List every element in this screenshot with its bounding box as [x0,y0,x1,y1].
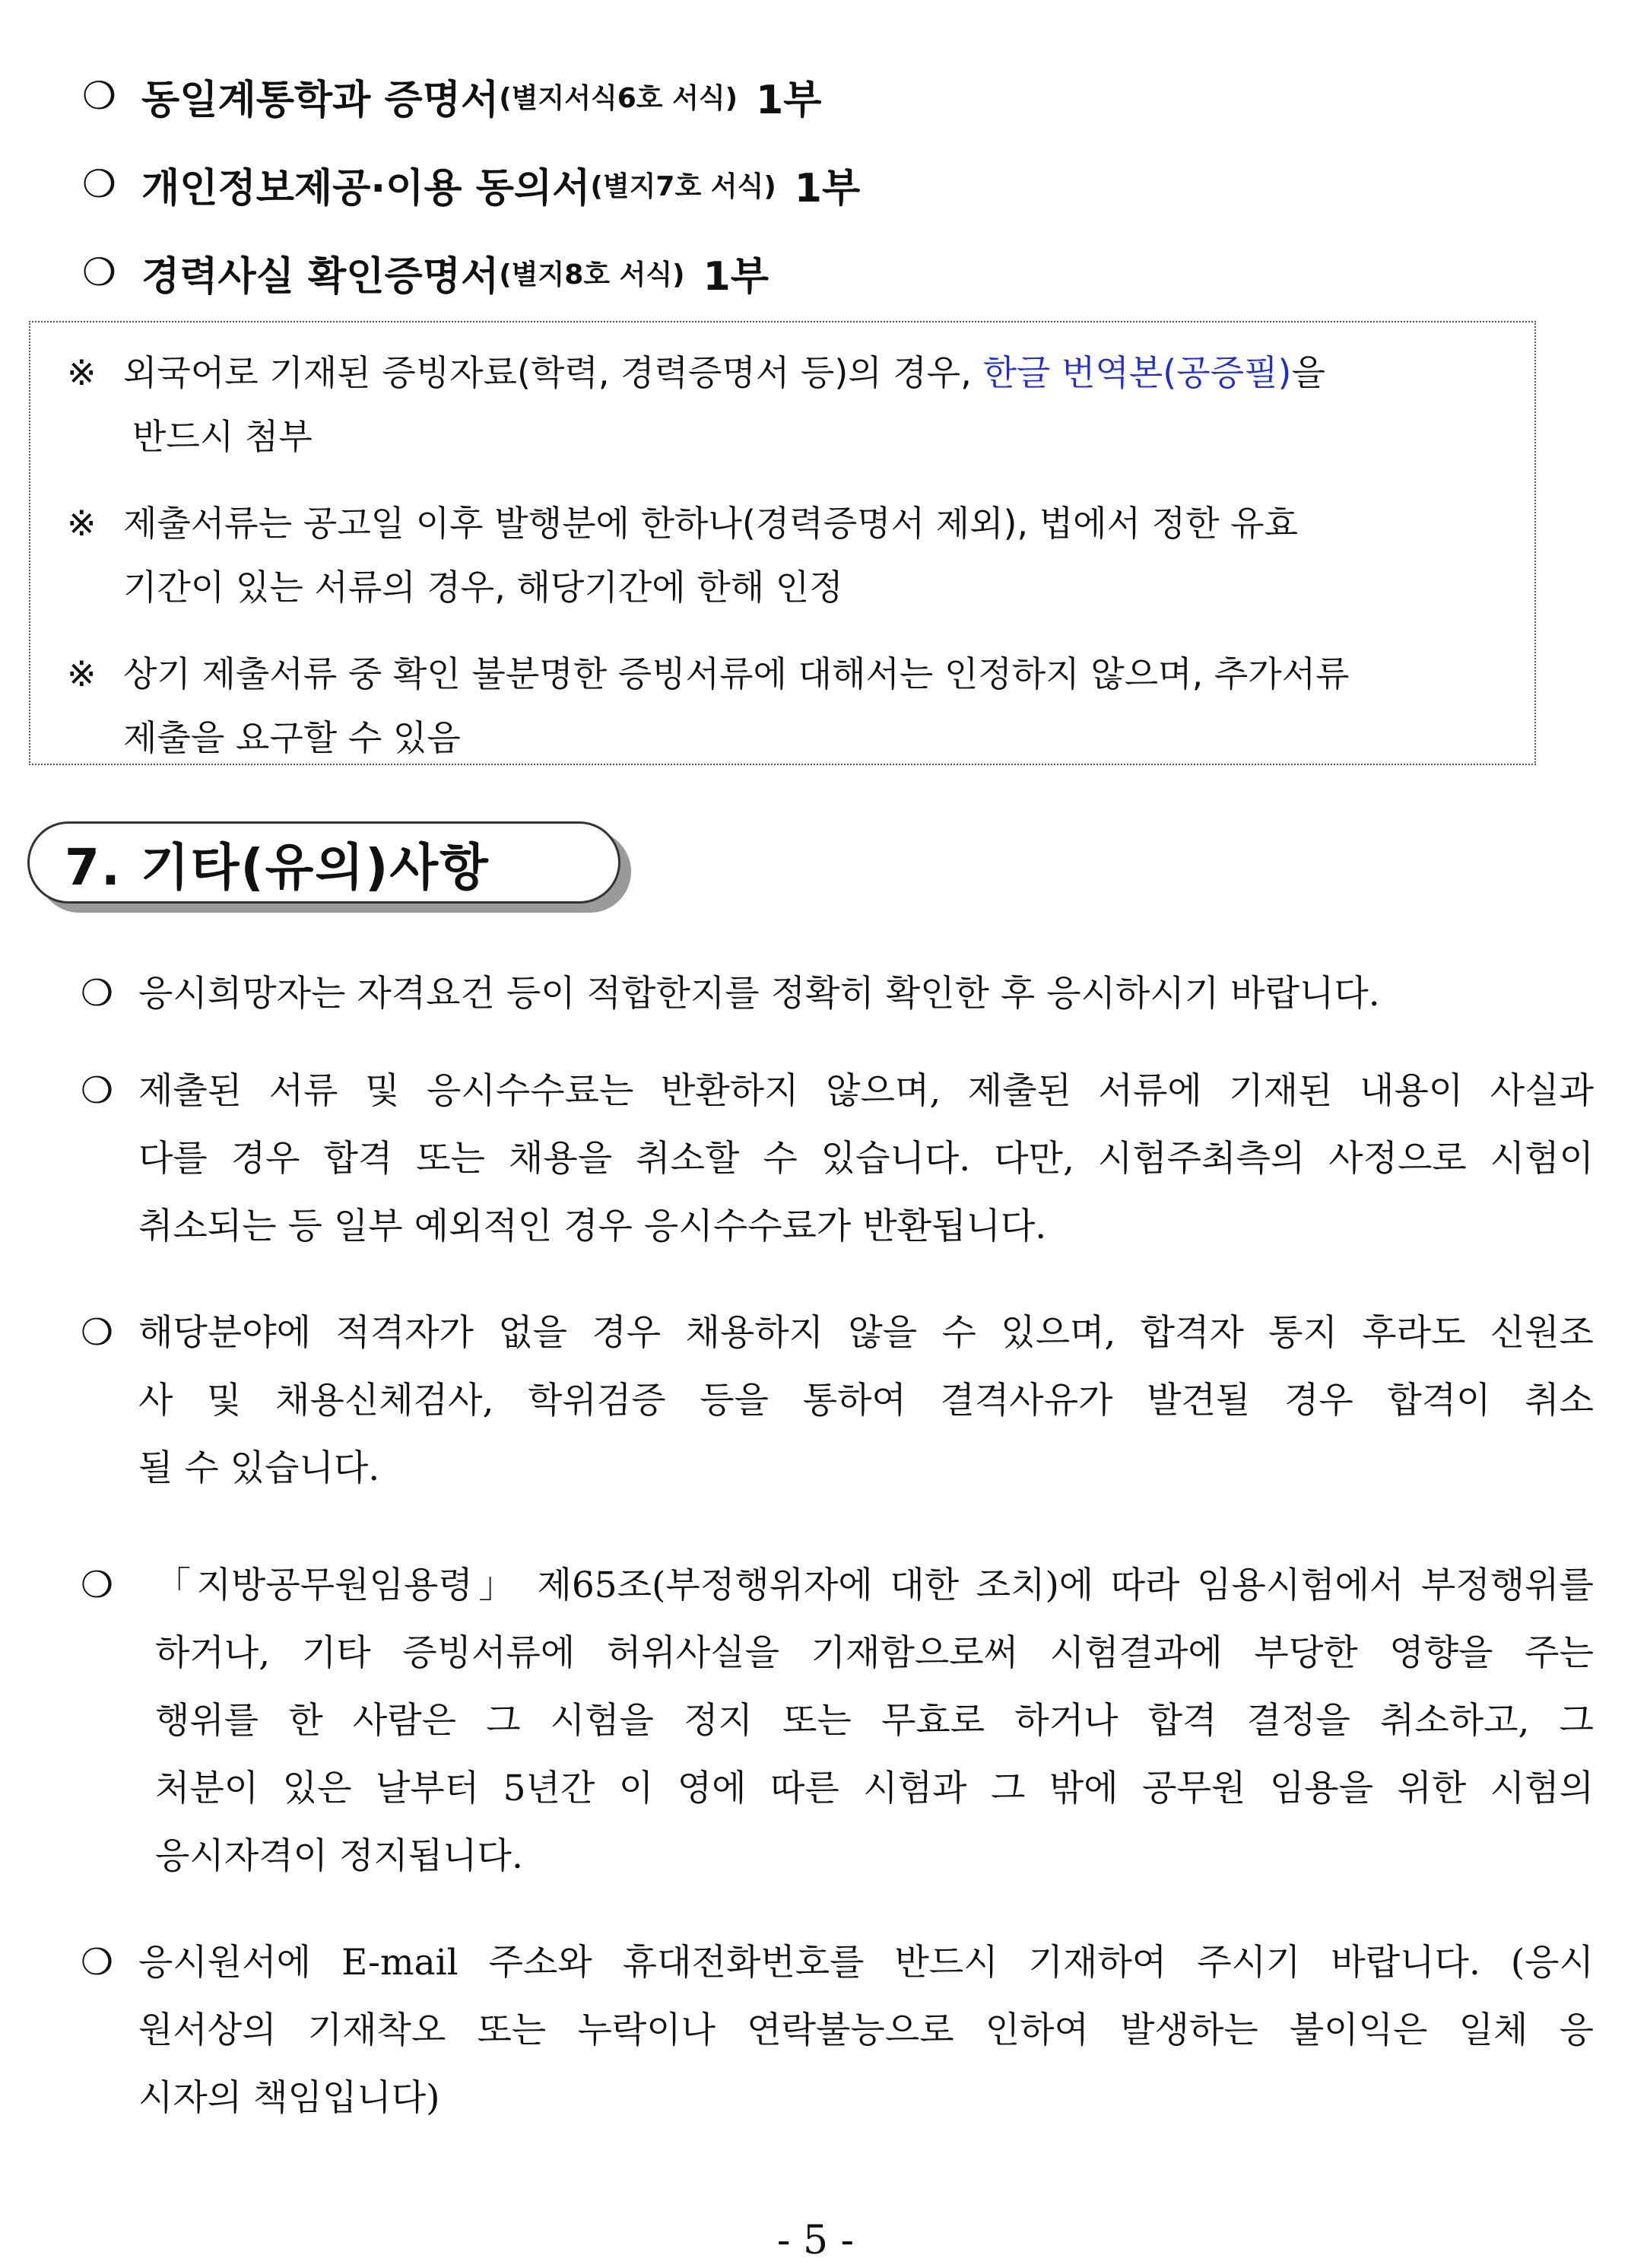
reference-mark-icon: ※ [67,352,97,393]
paragraph-line: 처분이 있은 날부터 5년간 이 영에 따른 시험과 그 밖에 공무원 임용을 위한 시험의 [155,1768,1594,1809]
notice-paragraph [81,1929,1594,2132]
document-title: 개인정보제공·이용 동의서 [141,165,591,211]
reference-mark-icon: ※ [67,653,97,694]
paragraph-line: 될 수 있습니다. [138,1447,380,1489]
document-item [82,228,1527,316]
notice-paragraph [81,960,1594,1028]
document-form-note: (별지7호 서식) [590,170,776,202]
notice-line: 제출을 요구할 수 있음 [123,717,461,758]
paragraph-line: 원서상의 기재착오 또는 누락이나 연락불능으로 인하여 발생하는 불이익은 일체 응 [138,2009,1595,2051]
paragraph-line: 행위를 한 사람은 그 시험을 정지 또는 무효로 하거나 합격 결정을 취소하고, 그 [155,1700,1594,1742]
document-form-note: (별지8호 서식) [499,259,685,291]
circle-bullet-icon: ❍ [81,1941,114,1984]
document-form-note: (별지서식6호 서식) [499,82,738,114]
notice-item [67,341,1513,469]
paragraph-text [138,1057,1594,1260]
paragraph-line: 시자의 책임입니다) [138,2077,440,2119]
paragraph-line: 하거나, 기타 증빙서류에 허위사실을 기재함으로써 시험결과에 부당한 영향을 주는 [155,1632,1594,1674]
paragraph-line: 「지방공무원임용령」 제65조(부정행위자에 대한 조치)에 따라 임용시험에서 부정행위를 [155,1564,1594,1606]
document-copies: 1부 [703,253,769,300]
circle-bullet-icon: ❍ [82,250,116,294]
paragraph-text [138,1299,1594,1502]
document-copies: 1부 [756,77,822,123]
notice-item [67,491,1513,619]
paragraph-line: 응시원서에 E-mail 주소와 휴대전화번호를 반드시 기재하여 주시기 바랍니다. (응시 [138,1942,1594,1984]
paragraph-line: 사 및 채용신체검사, 학위검증 등을 통하여 결격사유가 발견될 경우 합격이 취소 [138,1380,1594,1421]
notice-line: 기간이 있는 서류의 경우, 해당기간에 한해 인정 [123,567,843,608]
notice-item [67,642,1513,770]
paragraph-text [138,960,1594,1028]
notice-line: 상기 제출서류 중 확인 불분명한 증빙서류에 대해서는 인정하지 않으며, 추가서류 [123,653,1350,694]
paragraph-line: 다를 경우 합격 또는 채용을 취소할 수 있습니다. 다만, 시험주최측의 사정으로 시험이 [138,1138,1594,1180]
document-copies: 1부 [794,165,861,211]
document-item [82,52,1527,140]
notice-text: 외국어로 기재된 증빙자료(학력, 경력증명서 등)의 경우, [123,352,983,393]
page-number: - 5 - [776,2218,855,2263]
circle-bullet-icon: ❍ [81,1069,114,1112]
circle-bullet-icon: ❍ [81,972,114,1015]
paragraph-text [138,1929,1594,2132]
paragraph-line: 응시희망자는 자격요건 등이 적합한지를 정확히 확인한 후 응시하시기 바랍니다. [138,973,1380,1015]
notice-paragraph [81,1552,1594,1890]
paragraph-text [155,1552,1594,1890]
document-title: 경력사실 확인증명서 [141,253,500,300]
paragraph-line: 취소되는 등 일부 예외적인 경우 응시수수료가 반환됩니다. [138,1205,1047,1247]
notice-line: 제출서류는 공고일 이후 발행분에 한하나(경력증명서 제외), 법에서 정한 유효 [123,503,1299,544]
notice-paragraph [81,1057,1594,1260]
paragraph-line: 해당분야에 적격자가 없을 경우 채용하지 않을 수 있으며, 합격자 통지 후라도 신원조 [138,1312,1594,1354]
circle-bullet-icon: ❍ [82,162,116,206]
reference-mark-icon: ※ [67,503,97,544]
paragraph-line: 제출된 서류 및 응시수수료는 반환하지 않으며, 제출된 서류에 기재된 내용이 사실과 [138,1070,1594,1112]
notice-text: 을 [1291,352,1325,393]
required-documents-list [82,52,1527,316]
document-title: 동일계통학과 증명서 [141,77,500,123]
circle-bullet-icon: ❍ [81,1311,114,1354]
notice-paragraph [81,1299,1594,1502]
paragraph-line: 응시자격이 정지됩니다. [155,1835,523,1877]
notice-box [29,321,1536,765]
notice-highlight: 한글 번역본(공증필) [982,352,1292,393]
notice-line: 반드시 첨부 [132,416,313,457]
circle-bullet-icon: ❍ [81,1564,114,1606]
circle-bullet-icon: ❍ [82,74,116,118]
document-item [82,140,1527,228]
notice-line [123,341,1513,405]
section-heading: 7. 기타(유의)사항 [27,821,620,904]
